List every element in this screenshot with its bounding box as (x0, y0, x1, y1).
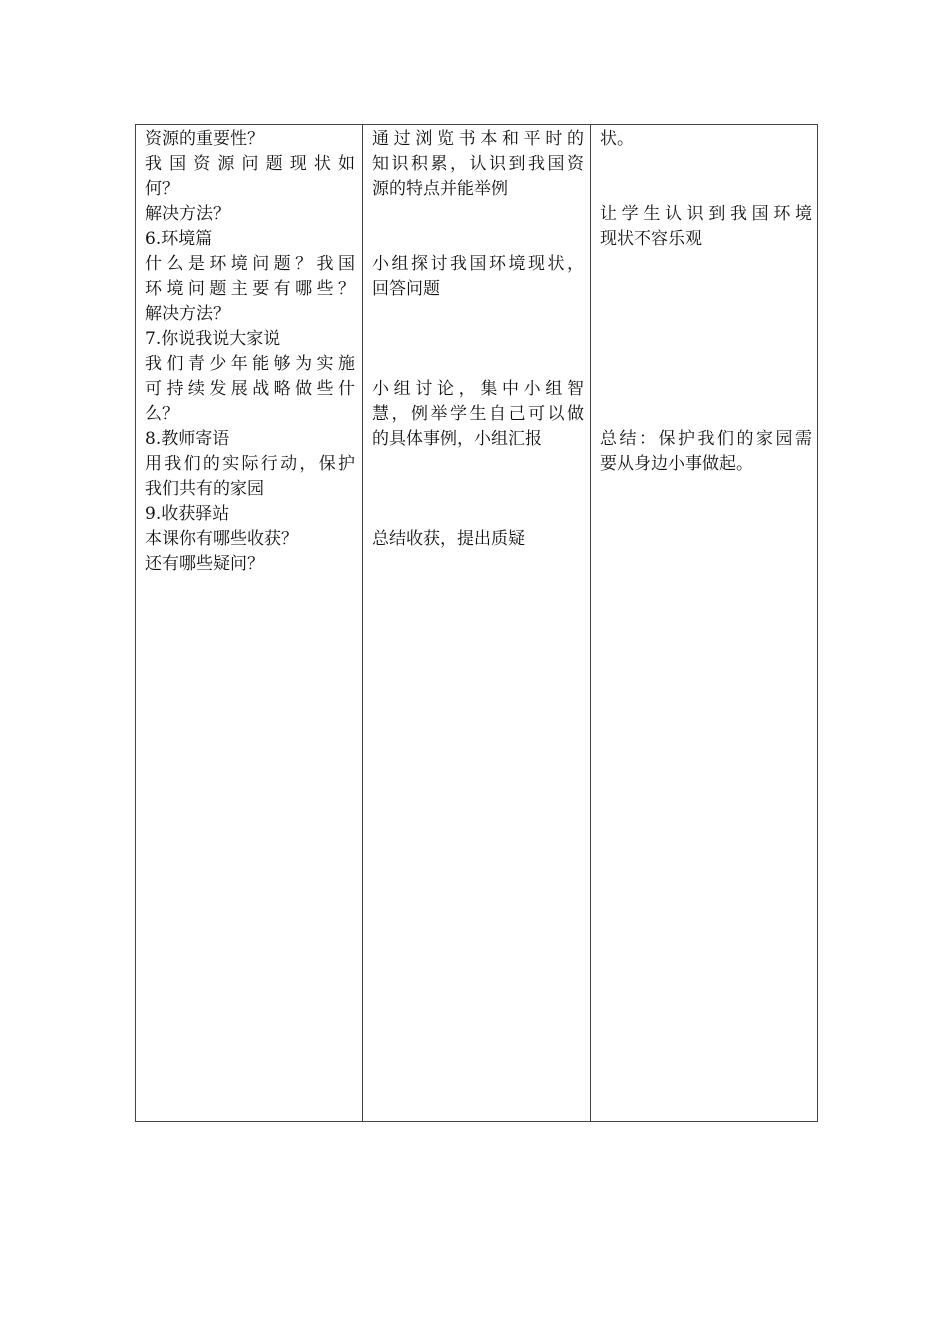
text-line: 还有哪些疑问？ (145, 554, 264, 574)
text-line: 现状不容乐观 (600, 229, 702, 249)
text-line: 让学生认识到我国环境 (600, 204, 812, 224)
text-line: 资源的重要性？ (145, 129, 264, 149)
text-line: 解决方法？ (145, 304, 230, 324)
text-line: 源的特点并能举例 (372, 179, 508, 199)
text-line: 回答问题 (372, 279, 440, 299)
text-line: 小组讨论，集中小组智 (372, 379, 584, 399)
text-line: 要从身边小事做起。 (600, 454, 753, 474)
text-line: 环境问题主要有哪些？ (145, 279, 355, 299)
text-line: 我国资源问题现状如 (145, 154, 355, 174)
text-line: 总结收获，提出质疑 (372, 529, 525, 549)
text-line: 解决方法？ (145, 204, 230, 224)
text-line: 可持续发展战略做些什 (145, 379, 355, 399)
section-heading: 8.教师寄语 (145, 429, 230, 449)
text-line: 总结：保护我们的家园需 (600, 429, 812, 449)
text-line: 什么是环境问题？我国 (145, 254, 355, 274)
text-line: 我们青少年能够为实施 (145, 354, 355, 374)
section-heading: 7.你说我说大家说 (145, 329, 281, 349)
lesson-plan-table (135, 124, 818, 1122)
text-line: 状。 (600, 129, 634, 149)
text-line: 慧，例举学生自己可以做 (372, 404, 584, 424)
text-line: 本课你有哪些收获？ (145, 529, 298, 549)
text-line: 么？ (145, 404, 179, 424)
text-line: 的具体事例，小组汇报 (372, 429, 542, 449)
text-line: 小组探讨我国环境现状， (372, 254, 584, 274)
table-row (136, 125, 818, 1122)
teaching-content-cell (136, 125, 363, 1122)
section-heading: 9.收获驿站 (145, 504, 230, 524)
text-line: 我们共有的家园 (145, 479, 264, 499)
student-activity-cell (363, 125, 591, 1122)
section-heading: 6.环境篇 (145, 229, 213, 249)
text-line: 知识积累，认识到我国资 (372, 154, 584, 174)
design-intent-cell (591, 125, 818, 1122)
text-line: 何？ (145, 179, 179, 199)
text-line: 通过浏览书本和平时的 (372, 129, 584, 149)
text-line: 用我们的实际行动，保护 (145, 454, 355, 474)
